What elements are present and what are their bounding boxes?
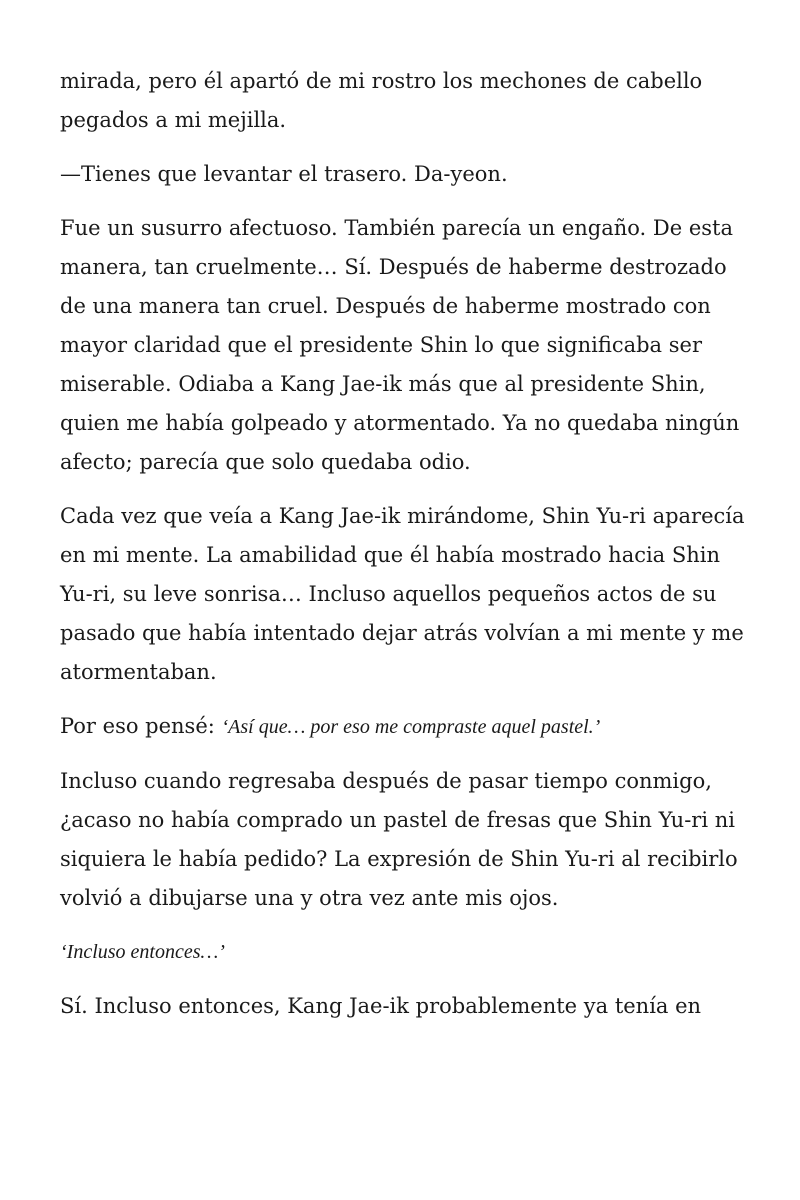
paragraph-5 — [60, 707, 750, 747]
paragraph-8: Sí. Incluso entonces, Kang Jae-ik probablemente ya tenía en — [60, 994, 702, 1018]
paragraph-2-dialogue: —Tienes que levantar el trasero. Da-yeon. — [60, 162, 508, 186]
document-page — [60, 62, 750, 1041]
paragraph-3: Fue un susurro afectuoso. También parecía un engaño. De esta manera, tan cruelmente… Sí. Después de haberme destrozado de una manera tan cruel. Después de haberme mostrado con mayor claridad que el presidente Shin lo que significaba ser miserable. Odiaba a Kang Jae-ik más que al presidente Shin, quien me había golpeado y atormentado. Ya no quedaba ningún afecto; parecía que solo quedaba odio. — [60, 216, 740, 474]
paragraph-6: Incluso cuando regresaba después de pasar tiempo conmigo, ¿acaso no había comprado un pastel de fresas que Shin Yu-ri ni siquiera le había pedido? La expresión de Shin Yu-ri al recibirlo volvió a dibujarse una y otra vez ante mis ojos. — [60, 769, 738, 910]
paragraph-1: mirada, pero él apartó de mi rostro los mechones de cabello pegados a mi mejilla. — [60, 69, 703, 132]
paragraph-5-quote: ‘Así que… por eso me compraste aquel pastel.’ — [221, 716, 601, 738]
paragraph-5-lead: Por eso pensé: — [60, 714, 222, 738]
paragraph-7-thought: ‘Incluso entonces…’ — [60, 941, 225, 963]
paragraph-4: Cada vez que veía a Kang Jae-ik mirándome, Shin Yu-ri aparecía en mi mente. La amabilidad que él había mostrado hacia Shin Yu-ri, su leve sonrisa… Incluso aquellos pequeños actos de su pasado que había intentado dejar atrás volvían a mi mente y me atormentaban. — [60, 504, 745, 684]
